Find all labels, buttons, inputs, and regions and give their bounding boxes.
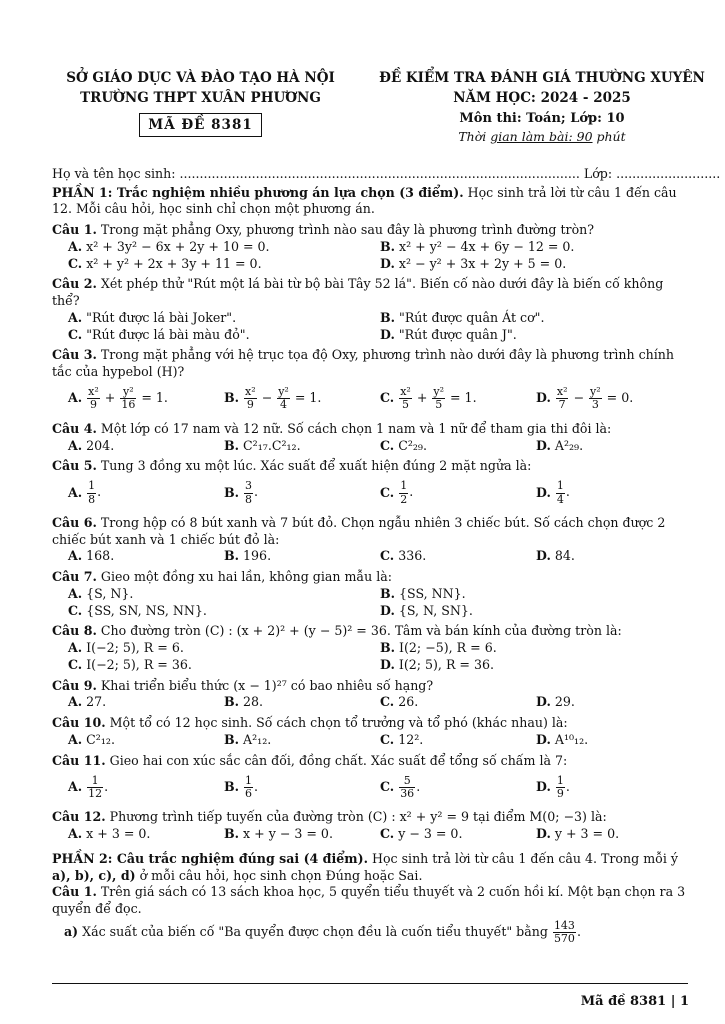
answer-option <box>380 657 692 674</box>
option-letter: C. <box>380 390 395 406</box>
option-rhs: = 1. <box>290 390 322 406</box>
exam-header <box>362 68 722 147</box>
answer-option <box>380 256 692 273</box>
option-text: x + y − 3 = 0. <box>243 826 333 842</box>
option-letter: B. <box>380 309 396 325</box>
question-stem <box>52 276 692 309</box>
school-year: NĂM HỌC: 2024 - 2025 <box>453 90 631 107</box>
question-5 <box>52 458 692 511</box>
answer-options <box>52 826 692 843</box>
option-letter: B. <box>224 826 240 842</box>
fraction-numerator: x² <box>88 385 99 399</box>
option-rhs: = 0. <box>602 390 634 406</box>
option-period: . <box>565 484 570 500</box>
option-text: {SS, SN, NS, NN}. <box>86 602 207 618</box>
option-period: . <box>416 778 421 794</box>
option-letter: A. <box>68 309 83 325</box>
question-stem <box>52 421 692 438</box>
option-letter: A. <box>68 640 83 656</box>
option-letter: A. <box>68 548 83 564</box>
option-text: 336. <box>398 548 427 564</box>
fraction-denominator: 5 <box>402 398 409 412</box>
question-12 <box>52 809 692 842</box>
question-10 <box>52 715 692 748</box>
question-label: Câu 1. <box>52 884 97 900</box>
option-letter: D. <box>536 826 551 842</box>
fraction-denominator: 12 <box>88 786 103 800</box>
answer-option <box>380 438 536 455</box>
option-text: I(−2; 5), R = 36. <box>86 656 192 672</box>
item-label: a) <box>64 923 79 939</box>
answer-option <box>68 826 224 843</box>
fraction <box>432 386 445 411</box>
answer-options <box>52 438 692 455</box>
fraction-denominator: 4 <box>556 492 564 506</box>
option-letter: D. <box>536 437 551 453</box>
option-text: "Rút được lá bài Joker". <box>86 309 237 325</box>
option-letter: B. <box>224 548 240 564</box>
option-letter: B. <box>380 585 396 601</box>
option-letter: B. <box>224 694 240 710</box>
answer-options <box>52 769 692 805</box>
option-text: I(2; −5), R = 6. <box>399 640 497 656</box>
fraction <box>556 775 565 800</box>
option-text: 26. <box>398 694 419 710</box>
exam-content <box>52 166 721 945</box>
answer-option <box>68 603 380 620</box>
option-period: . <box>254 778 259 794</box>
fraction <box>120 386 136 411</box>
option-text: 29. <box>554 694 575 710</box>
question-9 <box>52 678 692 711</box>
answer-option <box>536 694 692 711</box>
option-text: 204. <box>86 437 115 453</box>
question-label: Câu 10. <box>52 715 106 731</box>
answer-option <box>536 480 692 505</box>
option-letter: C. <box>380 437 395 453</box>
part1-intro: Học sinh trả lời từ câu 1 đến câu 12. Mỗi câu hỏi, học sinh chỉ chọn một phương án. <box>52 184 677 217</box>
option-text: 84. <box>554 548 575 564</box>
fraction-denominator: 8 <box>88 492 96 506</box>
option-letter: B. <box>224 484 240 500</box>
fraction-denominator: 3 <box>591 398 599 412</box>
fraction <box>399 480 408 505</box>
fraction-denominator: 6 <box>245 786 253 800</box>
option-letter: C. <box>68 326 83 342</box>
answer-options <box>52 586 692 619</box>
part1-title: PHẦN 1: Trắc nghiệm nhiều phương án lựa chọn (3 điểm). <box>52 184 464 200</box>
answer-option <box>380 327 692 344</box>
question-label: Câu 4. <box>52 420 97 436</box>
answer-options <box>52 381 692 417</box>
option-letter: D. <box>380 326 395 342</box>
answer-options <box>52 239 692 272</box>
operator: + <box>100 390 120 406</box>
option-letter: B. <box>224 437 240 453</box>
option-text: y − 3 = 0. <box>398 826 463 842</box>
answer-option <box>68 640 380 657</box>
answer-option <box>68 480 224 505</box>
fraction-denominator: 5 <box>435 398 443 412</box>
answer-options <box>52 310 692 343</box>
answer-option <box>68 310 380 327</box>
option-letter: B. <box>380 238 396 254</box>
fraction-numerator: y² <box>590 385 601 399</box>
part1-heading <box>52 185 692 218</box>
question-text: Trên giá sách có 13 sách khoa học, 5 quyển tiểu thuyết và 2 cuốn hồi kí. Một bạn chọn ra 3 quyển để đọc. <box>52 884 686 916</box>
operator: + <box>412 390 432 406</box>
question-label: Câu 5. <box>52 458 97 474</box>
option-text: {SS, NN}. <box>399 585 466 601</box>
question-text: Xét phép thử "Rút một lá bài từ bộ bài Tây 52 lá". Biến cố nào dưới đây là biến cố không thể? <box>52 276 664 309</box>
answer-option <box>68 438 224 455</box>
option-letter: C. <box>68 255 83 271</box>
question-text: Một tổ có 12 học sinh. Số cách chọn tổ trưởng và tổ phó (khác nhau) là: <box>105 715 568 731</box>
part2-heading <box>52 851 692 884</box>
subject-line: Môn thi: Toán; Lớp: 10 <box>459 110 625 126</box>
answer-option <box>536 732 692 749</box>
option-text: I(2; 5), R = 36. <box>398 656 495 672</box>
option-period: . <box>409 484 414 500</box>
question-stem <box>52 347 692 380</box>
option-letter: D. <box>536 731 551 747</box>
fraction-denominator: 16 <box>121 398 136 412</box>
option-period: . <box>254 484 259 500</box>
option-text: 27. <box>86 694 107 710</box>
question-6 <box>52 515 692 565</box>
question-label: Câu 7. <box>52 569 97 585</box>
fraction <box>244 775 253 800</box>
option-letter: B. <box>224 731 240 747</box>
option-letter: C. <box>380 731 395 747</box>
option-text: x² + 3y² − 6x + 2y + 10 = 0. <box>86 238 270 254</box>
part2-question-1 <box>52 884 692 917</box>
question-stem <box>52 569 692 586</box>
option-letter: A. <box>68 390 83 406</box>
time-prefix: Thời <box>458 129 491 144</box>
option-text: x + 3 = 0. <box>86 826 151 842</box>
question-label: Câu 9. <box>52 677 97 693</box>
fraction-numerator: y² <box>433 385 444 399</box>
option-letter: D. <box>536 694 551 710</box>
fraction <box>244 480 253 505</box>
fraction <box>87 386 100 411</box>
operator: − <box>257 390 277 406</box>
answer-option <box>224 548 380 565</box>
option-letter: C. <box>68 656 83 672</box>
question-label: Câu 12. <box>52 809 106 825</box>
option-letter: C. <box>68 602 83 618</box>
option-letter: D. <box>380 255 395 271</box>
answer-option <box>68 256 380 273</box>
fraction <box>87 775 103 800</box>
fraction-numerator: x² <box>245 385 256 399</box>
option-letter: D. <box>380 602 395 618</box>
question-text: Trong mặt phẳng với hệ trục tọa độ Oxy, phương trình nào dưới đây là phương trình chính tắc của hypebol (H)? <box>52 347 675 380</box>
fraction-denominator: 4 <box>280 398 288 412</box>
option-letter: C. <box>380 484 395 500</box>
fraction-denominator: 9 <box>246 398 254 412</box>
option-text: x² − y² + 3x + 2y + 5 = 0. <box>398 255 567 271</box>
option-text: C²₂₉. <box>398 437 427 453</box>
name-blank: .................................................................................................... <box>179 166 580 181</box>
option-letter: A. <box>68 484 83 500</box>
option-text: "Rút được quân Át cơ". <box>399 309 545 325</box>
answer-option <box>224 386 380 411</box>
school-header <box>48 68 353 137</box>
question-stem <box>52 678 692 695</box>
answer-option <box>224 438 380 455</box>
option-period: . <box>565 778 570 794</box>
answer-options <box>52 694 692 711</box>
answer-option <box>68 657 380 674</box>
question-2 <box>52 276 692 343</box>
question-stem <box>52 515 692 548</box>
answer-option <box>68 386 224 411</box>
fraction-numerator: x² <box>400 385 411 399</box>
exam-title: ĐỀ KIỂM TRA ĐÁNH GIÁ THƯỜNG XUYÊN <box>379 70 705 86</box>
option-text: I(−2; 5), R = 6. <box>86 640 184 656</box>
answer-option <box>536 548 692 565</box>
answer-option <box>68 586 380 603</box>
time-suffix: phút <box>592 129 626 144</box>
fraction <box>87 480 96 505</box>
answer-option <box>380 732 536 749</box>
question-7 <box>52 569 692 619</box>
option-text: C²₁₂. <box>86 731 115 747</box>
fraction-numerator: x² <box>556 385 568 399</box>
option-letter: B. <box>380 640 396 656</box>
question-3 <box>52 347 692 416</box>
question-text: Một lớp có 17 nam và 12 nữ. Số cách chọn 1 nam và 1 nữ để tham gia thi đôi là: <box>96 420 612 436</box>
question-label: Câu 11. <box>52 752 106 768</box>
part2-item-a: a) Xác suất của biến cố "Ba quyển được chọn đều là cuốn tiểu thuyết" bằng $\frac{143}{570}$ . <box>64 918 581 945</box>
option-letter: D. <box>380 656 395 672</box>
fraction <box>244 386 257 411</box>
answer-option <box>68 239 380 256</box>
answer-option <box>68 732 224 749</box>
option-letter: A. <box>68 731 83 747</box>
fraction <box>553 920 576 945</box>
part2-intro: Học sinh trả lời từ câu 1 đến câu 4. Trong mỗi ý <box>367 850 678 866</box>
option-letter: C. <box>380 778 395 794</box>
fraction-numerator: y² <box>120 386 136 399</box>
answer-options <box>52 732 692 749</box>
fraction-denominator: 9 <box>556 786 564 800</box>
question-4 <box>52 421 692 454</box>
option-letter: B. <box>224 390 240 406</box>
fraction <box>399 386 412 411</box>
page-footer: Mã đề 8381 | 1 <box>580 994 689 1009</box>
question-text: Cho đường tròn (C) : (x + 2)² + (y − 5)² = 36. Tâm và bán kính của đường tròn là: <box>96 623 622 639</box>
question-label: Câu 6. <box>52 515 97 531</box>
answer-option <box>536 438 692 455</box>
fraction <box>589 386 602 411</box>
answer-option <box>224 694 380 711</box>
answer-option <box>380 310 692 327</box>
question-label: Câu 2. <box>52 276 97 292</box>
answer-option <box>380 826 536 843</box>
fraction-numerator: 143 <box>553 918 575 932</box>
option-text: 168. <box>86 548 115 564</box>
answer-option <box>536 386 692 411</box>
part2-bold-items: a), b), c), d) <box>52 867 136 883</box>
answer-options <box>52 548 692 565</box>
fraction-denominator: 7 <box>558 398 566 412</box>
class-label: Lớp: <box>579 166 617 181</box>
answer-option <box>224 480 380 505</box>
option-text: x² + y² + 2x + 3y + 11 = 0. <box>86 255 262 271</box>
question-text: Gieo một đồng xu hai lần, không gian mẫu là: <box>96 569 393 585</box>
answer-option <box>224 775 380 800</box>
option-letter: D. <box>536 390 551 406</box>
operator: − <box>569 390 589 406</box>
question-stem <box>52 458 692 475</box>
fraction-numerator: 1 <box>556 479 564 493</box>
exam-code-box: MÃ ĐỀ 8381 <box>139 113 261 137</box>
fraction <box>556 386 569 411</box>
answer-option <box>380 239 692 256</box>
option-letter: C. <box>380 826 395 842</box>
option-text: 196. <box>243 548 272 564</box>
answer-option <box>68 775 224 800</box>
answer-option <box>380 386 536 411</box>
footer-divider <box>52 983 688 984</box>
question-text: Trong mặt phẳng Oxy, phương trình nào sau đây là phương trình đường tròn? <box>96 222 595 238</box>
option-letter: D. <box>536 548 551 564</box>
option-text: A¹⁰₁₂. <box>554 731 589 747</box>
department-name: SỞ GIÁO DỤC VÀ ĐÀO TẠO HÀ NỘI <box>66 70 335 86</box>
option-text: C²₁₇.C²₁₂. <box>243 437 301 453</box>
question-text: Phương trình tiếp tuyến của đường tròn (C) : x² + y² = 9 tại điểm M(0; −3) là: <box>105 809 607 825</box>
answer-option <box>68 694 224 711</box>
option-text: x² + y² − 4x + 6y − 12 = 0. <box>399 238 575 254</box>
question-stem <box>52 715 692 732</box>
question-label: Câu 8. <box>52 623 97 639</box>
answer-option <box>380 603 692 620</box>
option-letter: A. <box>68 778 83 794</box>
class-blank: .......................... <box>616 166 721 181</box>
option-letter: A. <box>68 238 83 254</box>
fraction-numerator: 1 <box>400 479 408 493</box>
question-text: Gieo hai con xúc sắc cân đối, đồng chất. Xác suất để tổng số chấm là 7: <box>105 752 568 768</box>
question-stem <box>52 809 692 826</box>
answer-option <box>380 480 536 505</box>
fraction-numerator: 1 <box>245 773 253 787</box>
option-text: 28. <box>243 694 264 710</box>
fraction-numerator: 1 <box>88 479 96 493</box>
option-text: "Rút được quân J". <box>398 326 517 342</box>
option-rhs: = 1. <box>137 390 168 406</box>
question-8 <box>52 623 692 673</box>
answer-options <box>52 640 692 673</box>
question-text: Khai triển biểu thức (x − 1)²⁷ có bao nhiêu số hạng? <box>96 677 434 693</box>
option-text: A²₁₂. <box>243 731 272 747</box>
option-text: {S, N, SN}. <box>398 602 473 618</box>
question-text: Trong hộp có 8 bút xanh và 7 bút đỏ. Chọn ngẫu nhiên 3 chiếc bút. Số cách chọn được 2 chiếc bút xanh và 1 chiếc bút đỏ là: <box>52 515 666 547</box>
option-letter: B. <box>224 778 240 794</box>
answer-options <box>52 475 692 511</box>
question-list <box>52 222 692 843</box>
option-letter: A. <box>68 694 83 710</box>
time-underlined: gian làm bài: 90 <box>490 129 593 144</box>
answer-option <box>536 775 692 800</box>
item-text: Xác suất của biến cố "Ba quyển được chọn đều là cuốn tiểu thuyết" bằng <box>78 923 552 939</box>
option-rhs: = 1. <box>446 390 477 406</box>
answer-option <box>380 694 536 711</box>
answer-option <box>68 548 224 565</box>
answer-option <box>536 826 692 843</box>
answer-option <box>380 775 536 800</box>
fraction-numerator: 1 <box>87 775 103 788</box>
part2-title: PHẦN 2: Câu trắc nghiệm đúng sai (4 điểm). <box>52 850 368 866</box>
fraction-denominator: 8 <box>245 492 253 506</box>
answer-option <box>380 586 692 603</box>
answer-option <box>68 327 380 344</box>
fraction-numerator: 1 <box>556 773 564 787</box>
option-period: . <box>104 778 109 794</box>
option-text: "Rút được lá bài màu đỏ". <box>86 326 250 342</box>
question-stem <box>52 222 692 239</box>
question-label: Câu 3. <box>52 347 97 363</box>
fraction <box>277 386 290 411</box>
name-label: Họ và tên học sinh: <box>52 166 180 181</box>
option-period: . <box>97 484 102 500</box>
fraction-denominator: 2 <box>400 492 408 506</box>
option-text: {S, N}. <box>86 585 134 601</box>
fraction-numerator: y² <box>278 385 289 399</box>
option-text: 12². <box>398 731 424 747</box>
option-letter: D. <box>536 484 551 500</box>
question-11 <box>52 753 692 806</box>
question-label: Câu 1. <box>52 222 97 238</box>
option-letter: D. <box>536 778 551 794</box>
fraction-numerator: 3 <box>245 479 253 493</box>
fraction-numerator: 5 <box>399 775 415 788</box>
school-name: TRƯỜNG THPT XUÂN PHƯƠNG <box>80 90 321 107</box>
answer-option <box>380 548 536 565</box>
student-info-line <box>52 166 721 183</box>
fraction-denominator: 9 <box>89 398 97 412</box>
answer-option <box>380 640 692 657</box>
option-letter: C. <box>380 694 395 710</box>
option-text: A²₂₉. <box>554 437 584 453</box>
question-stem <box>52 753 692 770</box>
fraction <box>399 775 415 800</box>
option-letter: A. <box>68 437 83 453</box>
option-letter: A. <box>68 585 83 601</box>
fraction-denominator: 36 <box>400 786 415 800</box>
part2-intro-end: ở mỗi câu hỏi, học sinh chọn Đúng hoặc Sai. <box>135 867 423 883</box>
question-stem <box>52 623 692 640</box>
answer-option <box>224 826 380 843</box>
answer-option <box>224 732 380 749</box>
option-text: y + 3 = 0. <box>554 826 620 842</box>
option-letter: A. <box>68 826 83 842</box>
time-line <box>362 128 722 147</box>
option-letter: C. <box>380 548 395 564</box>
fraction-denominator: 570 <box>553 931 575 945</box>
fraction <box>556 480 565 505</box>
question-text: Tung 3 đồng xu một lúc. Xác suất để xuất hiện đúng 2 mặt ngửa là: <box>96 458 532 474</box>
question-1 <box>52 222 692 272</box>
